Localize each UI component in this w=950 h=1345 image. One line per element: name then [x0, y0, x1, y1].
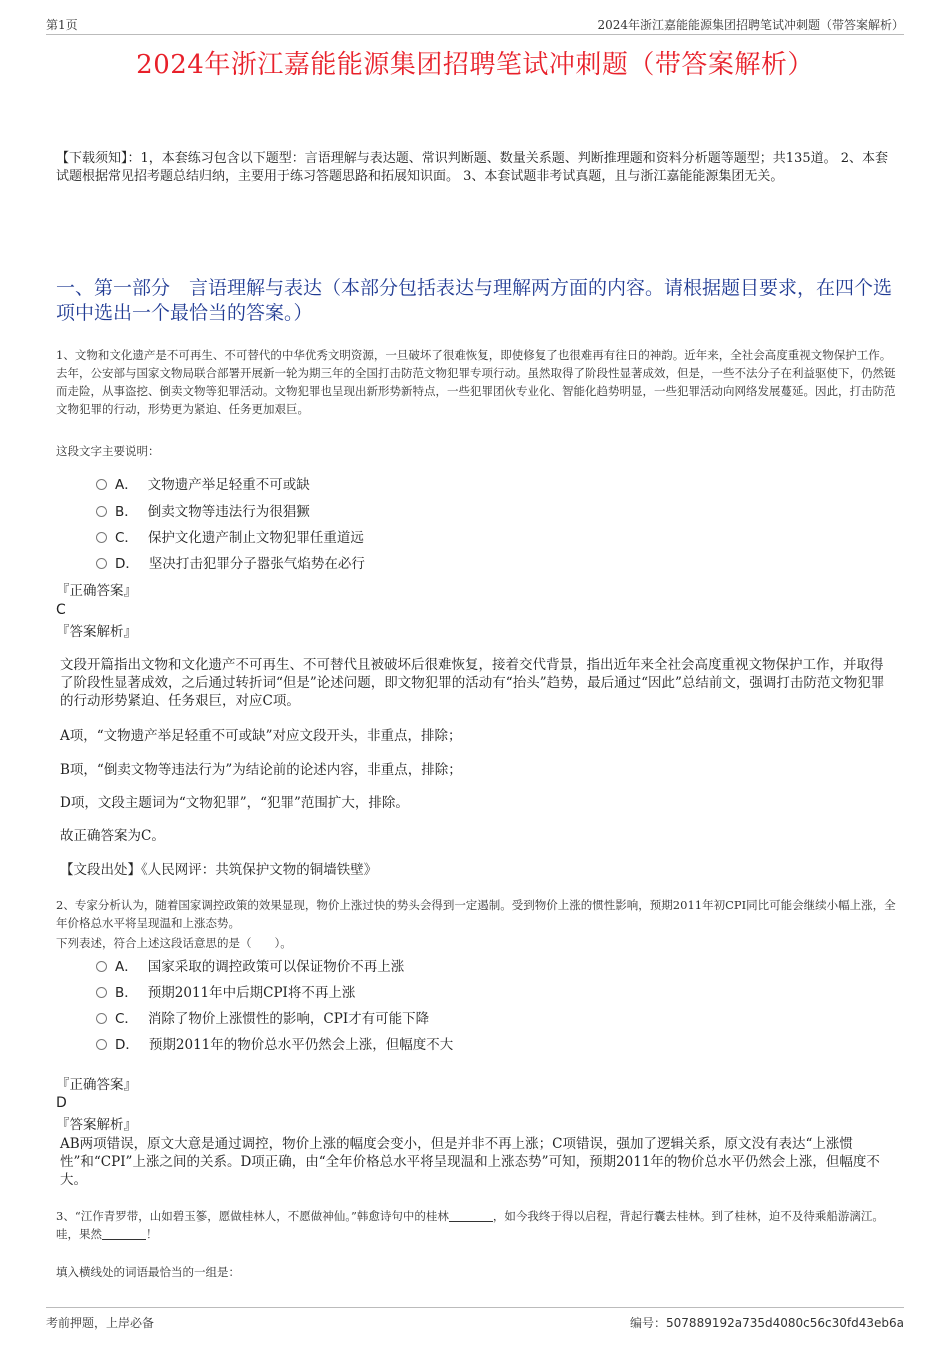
q1-analysis-summary: 文段开篇指出文物和文化遗产不可再生、不可替代且被破坏后很难恢复，接着交代背景，指出近年来全社会高度重视文物保护工作，并取得了阶段性显著成效，之后通过转折词“但是”论述问题，即文物犯罪的活动有“抬头”趋势，最后通过“因此”总结前文，强调打击防范文物犯罪的行动形势紧迫、任务艰巨，对应C项。 [60, 657, 885, 709]
q1-passage: 1、文物和文化遗产是不可再生、不可替代的中华优秀文明资源，一旦破坏了很难恢复，即使修复了也很难再有往日的神韵。近年来，全社会高度重视文物保护工作。去年，公安部与国家文物局联合部署开展新一轮为期三年的全国打击防范文物犯罪专项行动。虽然取得了阶段性显著成效，但是，一些不法分子在利益驱使下，仍然铤而走险，从事盗挖、倒卖文物等犯罪活动。文物犯罪也呈现出新形势新特点，一些犯罪团伙专业化、智能化趋势明显，一些犯罪活动向网络发展蔓延。因此，打击防范文物犯罪的行动，形势更为紧迫、任务更加艰巨。 [56, 348, 896, 416]
q1-option-b[interactable]: B． 倒卖文物等违法行为很猖獗 [96, 502, 310, 522]
q1-source: 【文段出处】《人民网评：共筑保护文物的铜墙铁壁》 [60, 862, 378, 878]
q1-analysis-d: D项，文段主题词为“文物犯罪”，“犯罪”范围扩大，排除。 [60, 795, 409, 811]
q1-analysis-a: A项，“文物遗产举足轻重不可或缺”对应文段开头，非重点，排除； [60, 728, 462, 744]
q2-option-c[interactable]: C． 消除了物价上涨惯性的影响，CPI才有可能下降 [96, 1009, 429, 1029]
page-number: 第1页 [46, 18, 78, 32]
section-heading: 一、第一部分 言语理解与表达（本部分包括表达与理解两方面的内容。请根据题目要求，在四个选项中选出一个最恰当的答案。） [56, 277, 893, 324]
q2-passage: 2、专家分析认为，随着国家调控政策的效果显现，物价上涨过快的势头会得到一定遏制。受到物价上涨的惯性影响，预期2011年初CPI同比可能会继续小幅上涨，全年价格总水平将呈现温和上涨态势。 [56, 898, 896, 930]
document-title: 2024年浙江嘉能能源集团招聘笔试冲刺题（带答案解析） [136, 50, 814, 80]
q2-option-d[interactable]: D． 预期2011年的物价总水平仍然会上涨，但幅度不大 [96, 1035, 453, 1055]
q1-option-c[interactable]: C． 保护文化遗产制止文物犯罪任重道远 [96, 528, 364, 548]
q1-option-a[interactable]: A． 文物遗产举足轻重不可或缺 [96, 475, 310, 495]
q2-option-a[interactable]: A． 国家采取的调控政策可以保证物价不再上涨 [96, 957, 404, 977]
q1-analysis-label: 『答案解析』 [56, 624, 137, 640]
q2-analysis-label: 『答案解析』 [56, 1117, 137, 1133]
q2-option-b[interactable]: B． 预期2011年中后期CPI将不再上涨 [96, 983, 355, 1003]
radio-icon[interactable] [96, 506, 107, 517]
q2-prompt: 下列表述，符合上述这段话意思的是（ ）。 [56, 936, 292, 950]
q1-analysis-b: B项，“倒卖文物等违法行为”为结论前的论述内容，非重点，排除； [60, 762, 462, 778]
radio-icon[interactable] [96, 479, 107, 490]
radio-icon[interactable] [96, 1013, 107, 1024]
q1-answer: C [56, 602, 66, 618]
radio-icon[interactable] [96, 532, 107, 543]
q1-option-d[interactable]: D． 坚决打击犯罪分子嚣张气焰势在必行 [96, 554, 365, 574]
radio-icon[interactable] [96, 558, 107, 569]
q3-prompt: 填入横线处的词语最恰当的一组是： [56, 1265, 240, 1279]
page-footer [46, 1307, 904, 1332]
q3-passage: 3、“江作青罗带，山如碧玉篸，愿做桂林人，不愿做神仙。”韩愈诗句中的桂林 ，如今我终于得以启程，背起行囊去桂林。到了桂林，迫不及待乘船游漓江。哇，果然 ！ [56, 1209, 884, 1241]
radio-icon[interactable] [96, 1039, 107, 1050]
header-doc-title: 2024年浙江嘉能能源集团招聘笔试冲刺题（带答案解析） [597, 18, 904, 32]
q1-analysis-conclusion: 故正确答案为C。 [60, 828, 165, 844]
q2-analysis: AB两项错误，原文大意是通过调控，物价上涨的幅度会变小，但是并非不再上涨；C项错误，强加了逻辑关系，原文没有表达“上涨惯性”和“CPI”上涨之间的关系。D项正确，由“全年价格总水平将呈现温和上涨态势”可知，预期2011年的物价总水平仍然会上涨，但幅度不大。 [60, 1136, 880, 1188]
footer-code: 编号：507889192a735d4080c56c30fd43eb6a [630, 1316, 904, 1330]
q1-prompt: 这段文字主要说明： [56, 444, 160, 458]
answer-blank[interactable] [449, 1209, 493, 1222]
footer-slogan: 考前押题，上岸必备 [46, 1316, 155, 1330]
answer-blank[interactable] [102, 1227, 146, 1240]
radio-icon[interactable] [96, 961, 107, 972]
q1-answer-label: 『正确答案』 [56, 583, 137, 599]
download-notice: 【下载须知】：1，本套练习包含以下题型：言语理解与表达题、常识判断题、数量关系题、判断推理题和资料分析题等题型；共135道。 2、本套试题根据常见招考题总结归纳，主要用于练习答题思路和拓展知识面。 3、本套试题非考试真题，且与浙江嘉能能源集团无关。 [56, 151, 888, 184]
q2-answer-label: 『正确答案』 [56, 1077, 137, 1093]
page-header [46, 14, 904, 35]
q2-answer: D [56, 1095, 67, 1111]
radio-icon[interactable] [96, 987, 107, 998]
